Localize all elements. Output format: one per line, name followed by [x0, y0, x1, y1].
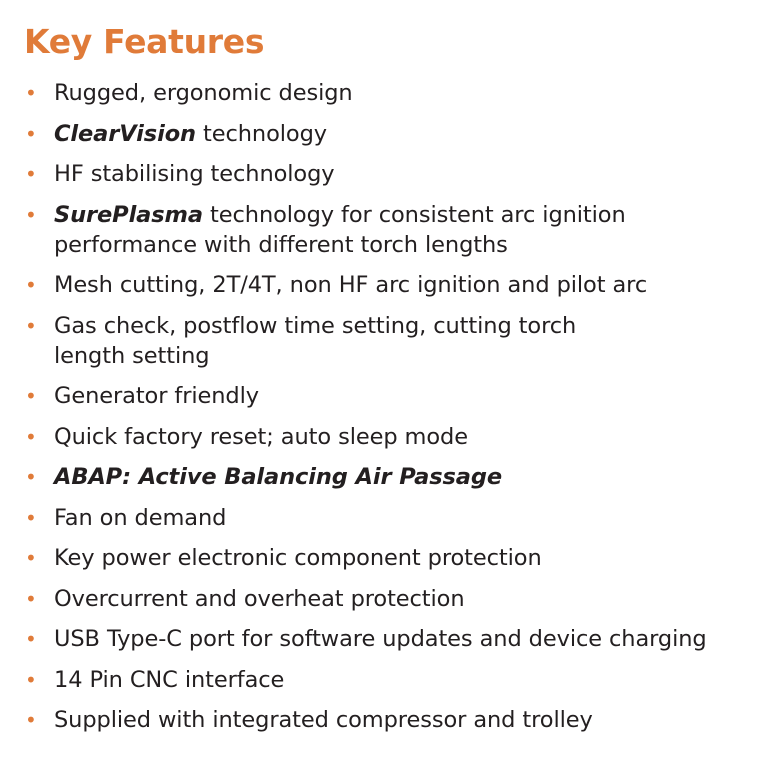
list-item	[0, 311, 776, 371]
list-item	[0, 78, 776, 108]
list-item	[0, 159, 776, 189]
feature-text: Overcurrent and overheat protection	[54, 585, 465, 612]
feature-text: Rugged, ergonomic design	[54, 80, 353, 106]
feature-text: Generator friendly	[54, 383, 259, 409]
list-item	[0, 705, 776, 735]
bullet-icon: •	[25, 273, 37, 297]
bullet-icon: •	[25, 465, 37, 489]
bullet-icon: •	[25, 627, 37, 651]
feature-text: Fan on demand	[54, 504, 227, 531]
feature-text: Mesh cutting, 2T/4T, non HF arc ignition and pilot arc	[54, 272, 648, 298]
list-item	[0, 381, 776, 411]
list-item	[0, 624, 776, 654]
list-item	[0, 462, 776, 492]
feature-emphasis-text: SurePlasma	[54, 201, 203, 228]
feature-text: Key power electronic component protection	[54, 545, 542, 571]
bullet-icon: •	[25, 162, 37, 186]
feature-emphasis-text: ABAP: Active Balancing Air Passage	[54, 464, 503, 490]
bullet-icon: •	[25, 708, 37, 732]
bullet-icon: •	[25, 424, 37, 449]
feature-text: 14 Pin CNC interface	[54, 666, 285, 693]
list-item	[0, 543, 776, 573]
feature-text: Gas check, postflow time setting, cutting torch	[54, 312, 577, 339]
bullet-icon: •	[25, 81, 37, 105]
feature-text: Quick factory reset; auto sleep mode	[54, 423, 468, 450]
list-item	[0, 119, 776, 149]
feature-text: USB Type-C port for software updates and device charging	[54, 626, 707, 652]
feature-emphasis-text: ClearVision	[54, 120, 196, 147]
bullet-icon: •	[25, 121, 37, 146]
feature-text-continuation: performance with different torch lengths	[54, 231, 508, 258]
bullet-icon: •	[25, 505, 37, 530]
feature-text: technology	[195, 120, 327, 147]
page-title: Key Features	[24, 22, 265, 61]
list-item	[0, 503, 776, 533]
bullet-icon: •	[25, 667, 37, 692]
feature-text: Supplied with integrated compressor and trolley	[54, 707, 593, 733]
bullet-icon: •	[25, 384, 37, 408]
list-item	[0, 584, 776, 614]
feature-list	[0, 78, 776, 746]
bullet-icon: •	[25, 202, 37, 227]
list-item	[0, 200, 776, 260]
list-item	[0, 270, 776, 300]
feature-text: technology for consistent arc ignition	[203, 201, 626, 228]
list-item	[0, 665, 776, 695]
feature-text: HF stabilising technology	[54, 161, 335, 187]
feature-text-continuation: length setting	[54, 342, 210, 369]
bullet-icon: •	[25, 586, 37, 611]
bullet-icon: •	[25, 313, 37, 338]
bullet-icon: •	[25, 546, 37, 570]
list-item	[0, 422, 776, 452]
